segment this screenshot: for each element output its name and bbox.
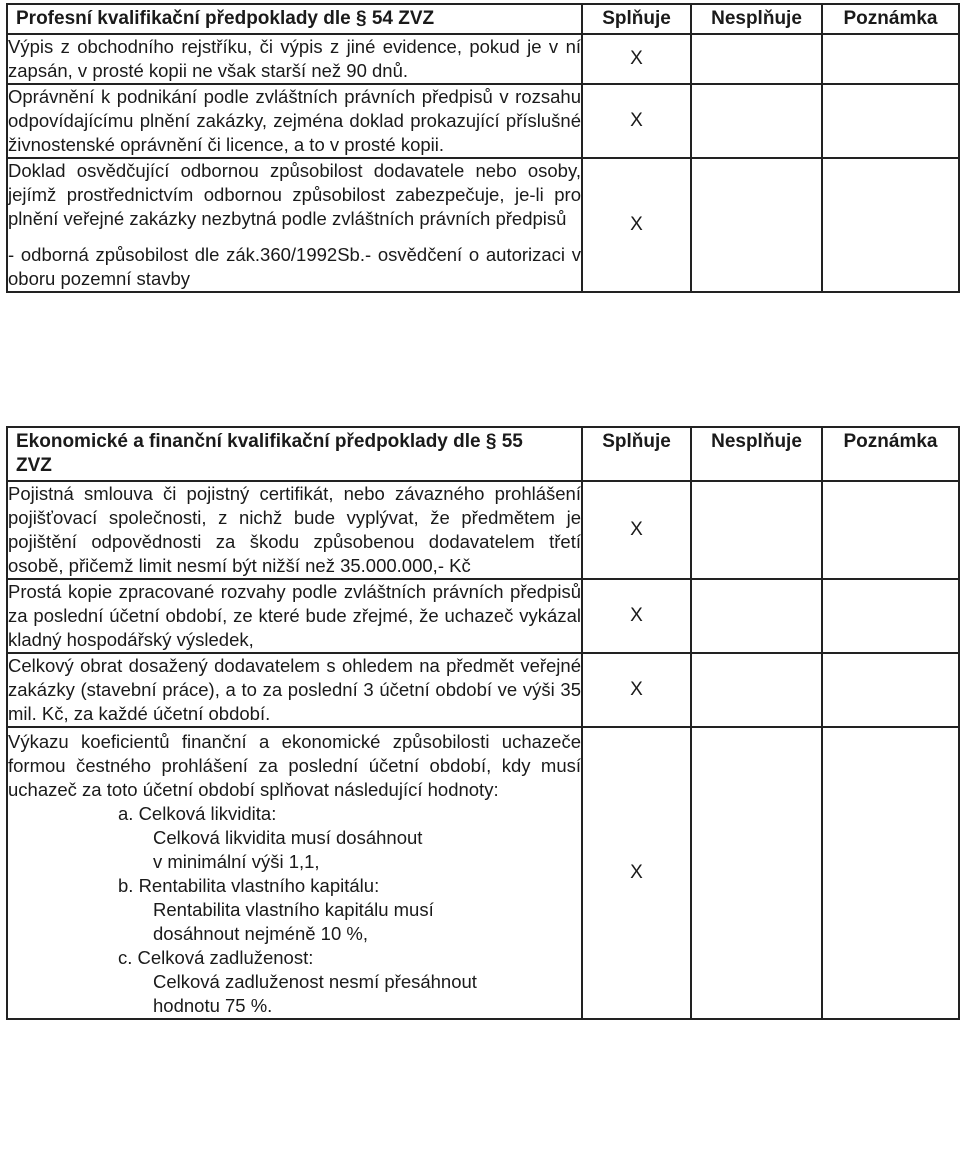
table-row [7,84,959,158]
table-row [7,727,959,1019]
requirement-paragraph: Výkazu koeficientů finanční a ekonomické způsobilosti uchazeče formou čestného prohlášení za poslední účetní období, kdy musí uchazeč za toto účetní období splňovat následující hodnoty: [8,731,581,800]
list-item-label: b. Rentabilita vlastního kapitálu: [118,875,380,896]
list-item-label: c. Celková zadluženost: [118,947,314,968]
requirement-text [7,653,582,727]
meets-cell: X [582,653,691,727]
table-row [7,579,959,653]
requirement-paragraph: Doklad osvědčující odbornou způsobilost dodavatele nebo osoby, jejímž prostřednictvím odbornou způsobilost zabezpečuje, je-li pro plnění veřejné zakázky nezbytná podle zvláštních právních předpisů [8,160,581,229]
meets-cell: X [582,727,691,1019]
not-meets-cell [691,727,822,1019]
list-item-line: hodnotu 75 %. [153,995,273,1016]
column-header-meets: Splňuje [582,427,691,481]
requirement-paragraph: Celkový obrat dosažený dodavatelem s ohledem na předmět veřejné zakázky (stavební práce), a to za poslední 3 účetní období ve výši 35 mil. Kč, za každé účetní období. [8,655,581,724]
section-title: Profesní kvalifikační předpoklady dle § 54 ZVZ [7,4,582,34]
requirement-paragraph: Prostá kopie zpracované rozvahy podle zvláštních právních předpisů za poslední účetní období, ze které bude zřejmé, že uchazeč vykázal kladný hospodářský výsledek, [8,581,581,650]
not-meets-cell [691,481,822,579]
meets-cell: X [582,579,691,653]
table-row [7,34,959,84]
note-cell [822,34,959,84]
requirement-paragraph: Pojistná smlouva či pojistný certifikát, nebo závazného prohlášení pojišťovací společnosti, z nichž bude vyplývat, že předmětem je pojištění odpovědnosti za škodu způsobenou dodavatelem třetí osobě, přičemž limit nesmí být nižší než 35.000.000,- Kč [8,483,581,576]
requirement-text [7,727,582,1019]
meets-cell: X [582,158,691,292]
economic-qualification-table [6,426,960,1020]
table-header-row [7,427,959,481]
not-meets-cell [691,579,822,653]
column-header-note: Poznámka [822,427,959,481]
list-item-line: Celková zadluženost nesmí přesáhnout [153,971,477,992]
requirement-paragraph: Oprávnění k podnikání podle zvláštních právních předpisů v rozsahu odpovídajícímu plnění zakázky, zejména doklad prokazující příslušné živnostenské oprávnění či licence, a to v prosté kopii. [8,86,581,155]
requirement-detail: - odborná způsobilost dle zák.360/1992Sb.- osvědčení o autorizaci v oboru pozemní stavby [8,244,581,289]
requirement-text [7,481,582,579]
requirement-text [7,34,582,84]
meets-cell: X [582,481,691,579]
list-item-line: v minimální výši 1,1, [153,851,320,872]
table-header-row [7,4,959,34]
requirement-text [7,579,582,653]
list-item-label: a. Celková likvidita: [118,803,277,824]
meets-cell: X [582,34,691,84]
not-meets-cell [691,84,822,158]
not-meets-cell [691,653,822,727]
column-header-not-meets: Nesplňuje [691,427,822,481]
note-cell [822,481,959,579]
requirement-text [7,158,582,292]
requirement-paragraph: Výpis z obchodního rejstříku, či výpis z jiné evidence, pokud je v ní zapsán, v prosté kopii ne však starší než 90 dnů. [8,36,581,81]
note-cell [822,84,959,158]
table-row [7,481,959,579]
list-item-line: Rentabilita vlastního kapitálu musí [153,899,434,920]
requirement-text [7,84,582,158]
note-cell [822,158,959,292]
note-cell [822,579,959,653]
note-cell [822,653,959,727]
section-title: Ekonomické a finanční kvalifikační předpoklady dle § 55 ZVZ [7,427,582,481]
note-cell [822,727,959,1019]
column-header-not-meets: Nesplňuje [691,4,822,34]
professional-qualification-table [6,3,960,293]
column-header-meets: Splňuje [582,4,691,34]
table-row [7,653,959,727]
not-meets-cell [691,34,822,84]
list-item-line: dosáhnout nejméně 10 %, [153,923,368,944]
meets-cell: X [582,84,691,158]
column-header-note: Poznámka [822,4,959,34]
list-item-line: Celková likvidita musí dosáhnout [153,827,423,848]
not-meets-cell [691,158,822,292]
table-row [7,158,959,292]
